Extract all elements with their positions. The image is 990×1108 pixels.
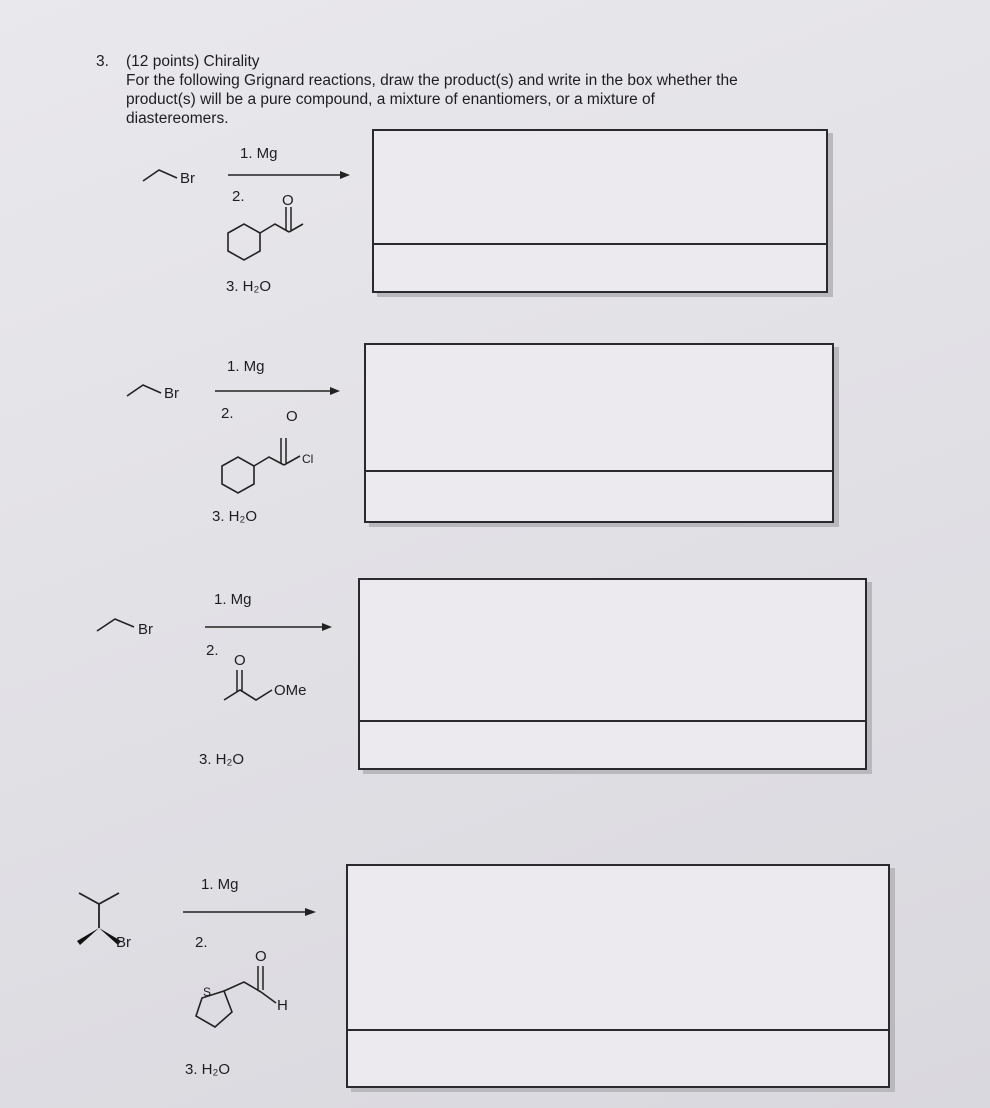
carbonyl-oxygen-label: O [255, 948, 267, 965]
bromide-label: Br [180, 170, 195, 187]
step3-label: 3. H₂O [226, 278, 271, 295]
aldehyde-hydrogen-label: H [277, 997, 288, 1014]
chloride-label: Cl [302, 452, 314, 466]
bromide-label: Br [138, 621, 153, 638]
step3-label: 3. H₂O [212, 508, 257, 525]
instruction-line-1: For the following Grignard reactions, draw the product(s) and write in the box whether the [126, 72, 738, 89]
question-number: 3. [96, 53, 109, 70]
step1-label: 1. Mg [201, 876, 239, 893]
step1-label: 1. Mg [227, 358, 265, 375]
step2-label: 2. [195, 934, 208, 951]
carbonyl-oxygen-label: O [282, 192, 294, 209]
step2-label: 2. [221, 405, 234, 422]
step3-label: 3. H₂O [185, 1061, 230, 1078]
step3-label: 3. H₂O [199, 751, 244, 768]
question-title: (12 points) Chirality [126, 53, 260, 70]
step1-label: 1. Mg [214, 591, 252, 608]
step2-label: 2. [206, 642, 219, 659]
methoxy-label: OMe [274, 682, 307, 699]
answer-box-divider [348, 1029, 888, 1031]
bromide-label: Br [116, 934, 131, 951]
sulfur-label: S [203, 985, 212, 999]
carbonyl-oxygen-label: O [286, 408, 298, 425]
bromide-label: Br [164, 385, 179, 402]
step2-label: 2. [232, 188, 245, 205]
answer-box-4[interactable] [346, 864, 890, 1088]
carbonyl-oxygen-label: O [234, 652, 246, 669]
step1-label: 1. Mg [240, 145, 278, 162]
instruction-line-2: product(s) will be a pure compound, a mixture of enantiomers, or a mixture of [126, 91, 655, 108]
instruction-line-3: diastereomers. [126, 110, 229, 127]
